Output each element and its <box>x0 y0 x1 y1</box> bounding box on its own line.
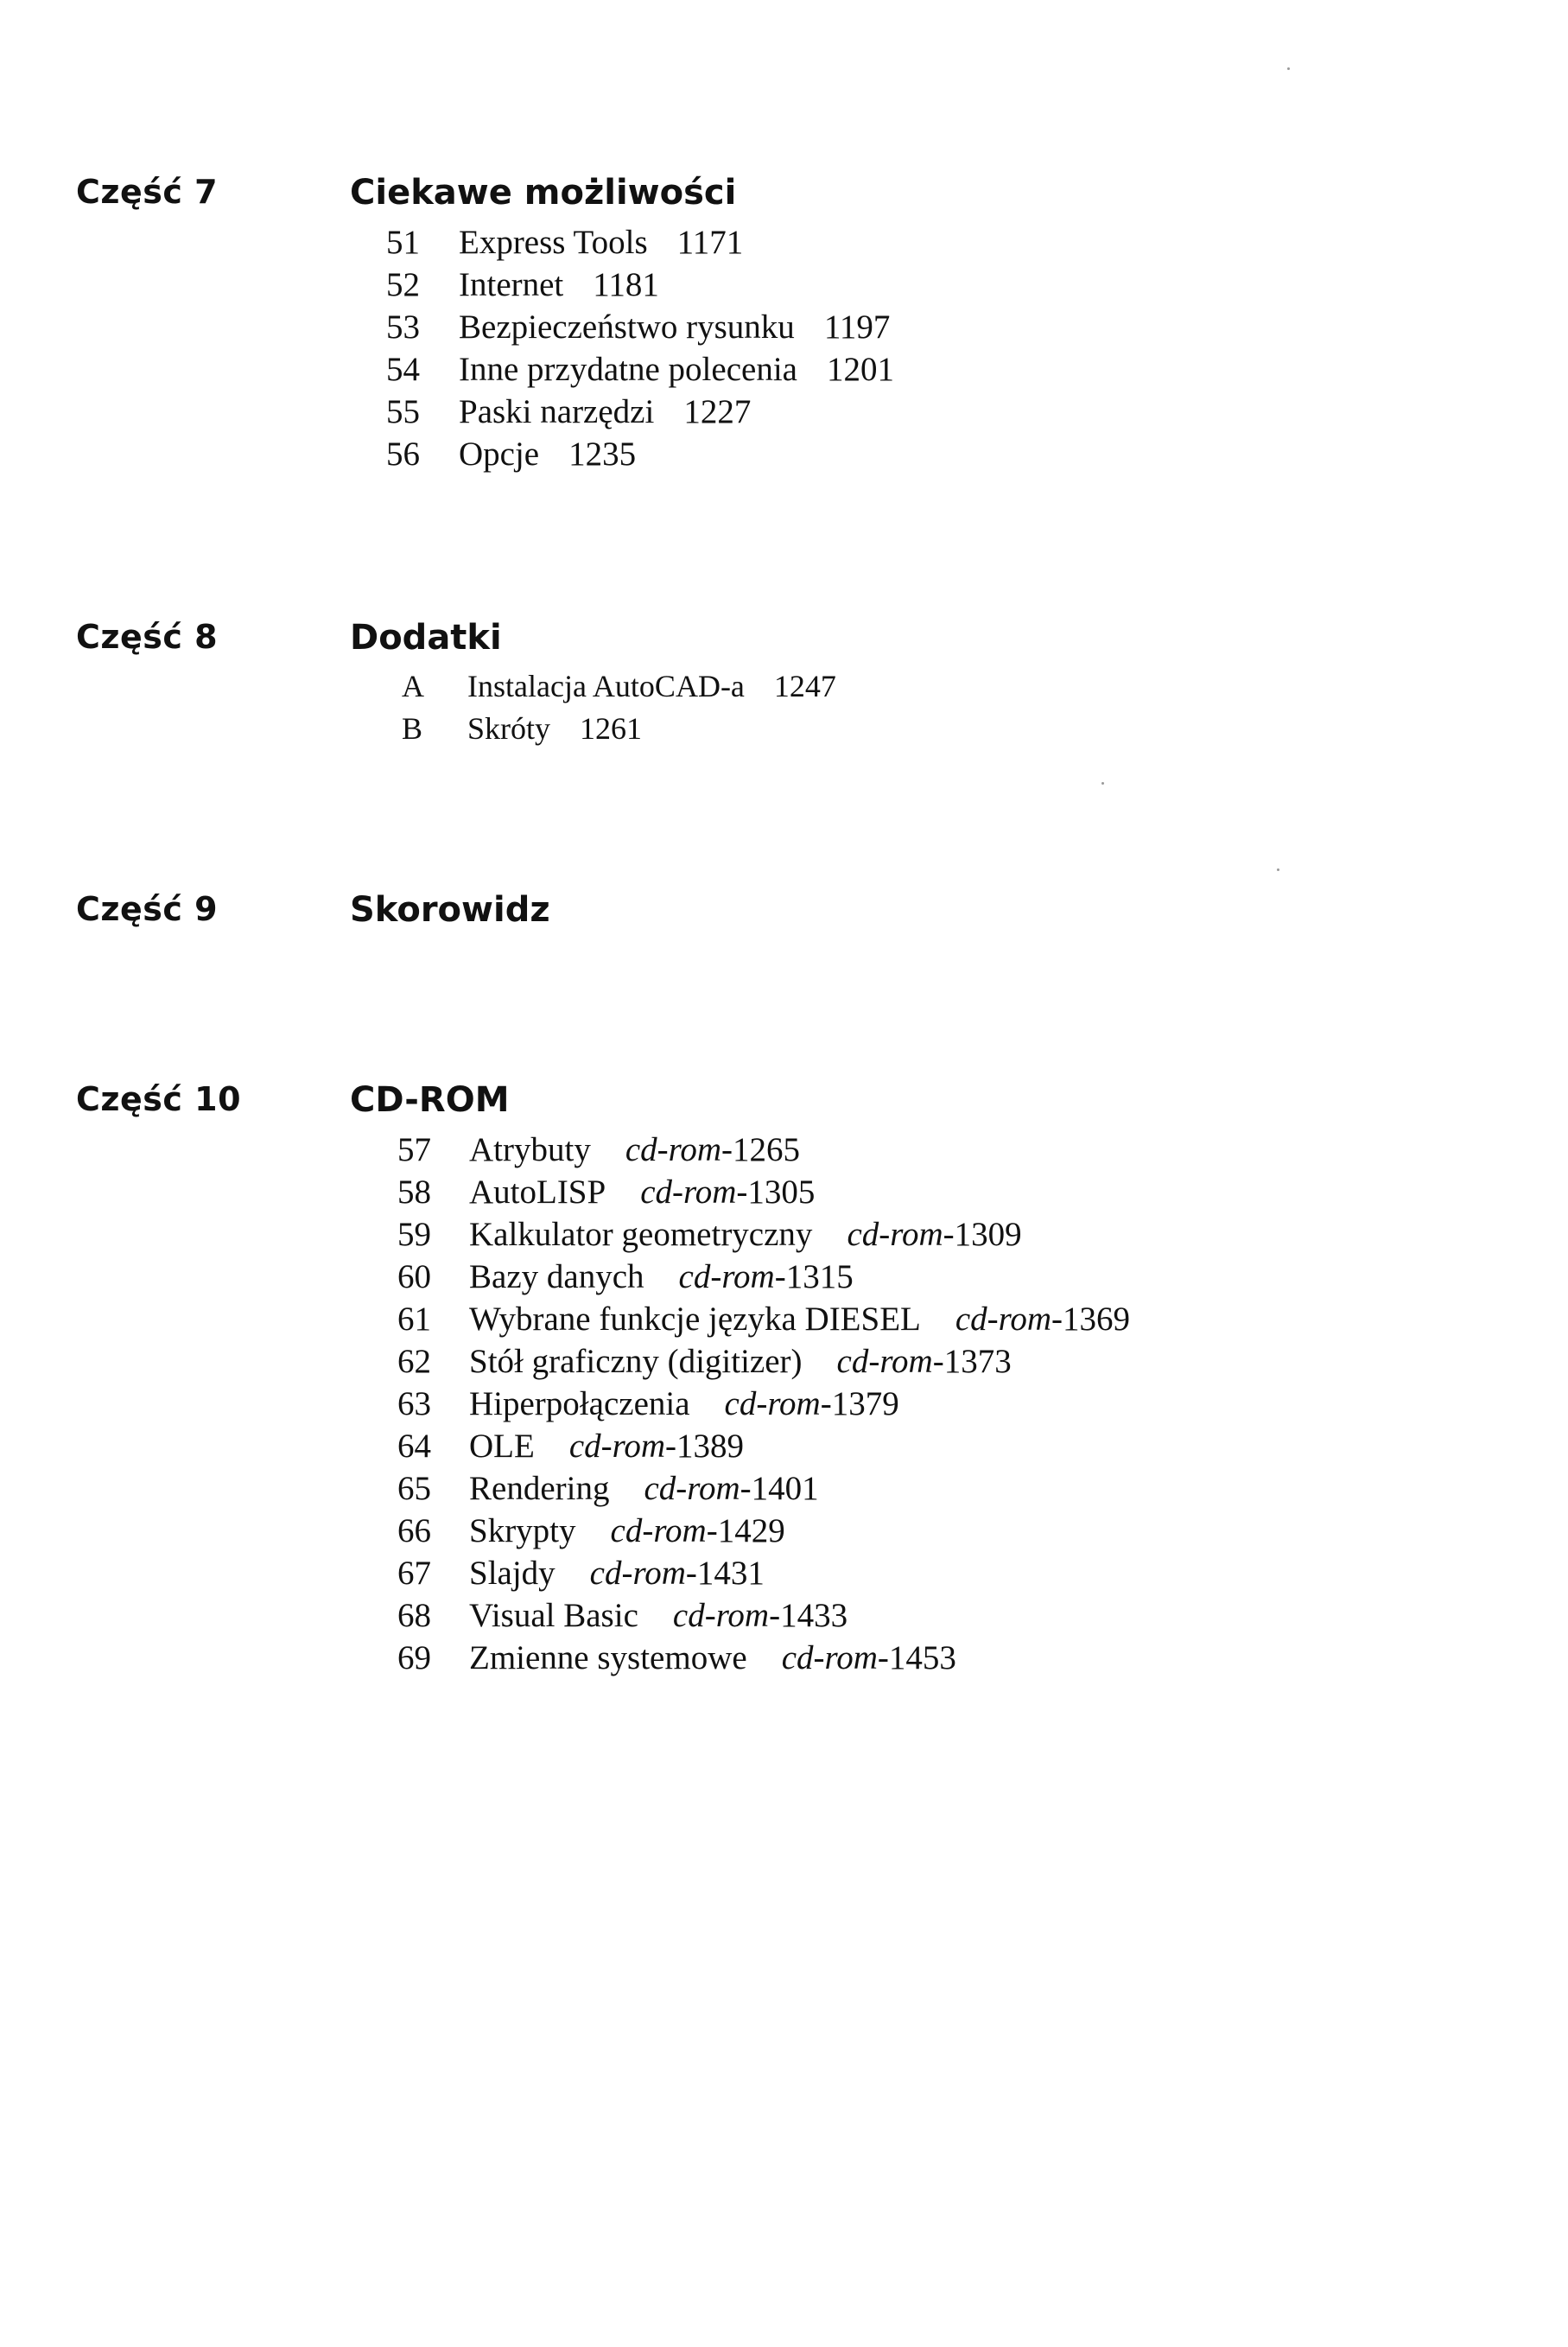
chapter-page: 1373 <box>943 1343 1012 1380</box>
chapter-page: 1453 <box>888 1639 956 1676</box>
chapter-title: OLE <box>469 1428 535 1465</box>
chapter-title: Zmienne systemowe <box>469 1639 747 1676</box>
chapter-number: 65 <box>397 1470 431 1507</box>
part-title: CD-ROM <box>350 1080 510 1120</box>
chapter-number: 53 <box>386 308 420 346</box>
chapter-title: Visual Basic <box>469 1597 638 1634</box>
cd-rom-prefix: cd-rom- <box>724 1385 832 1422</box>
appendix-title: Instalacja AutoCAD-a <box>467 669 745 703</box>
chapter-title: Atrybuty <box>469 1131 591 1168</box>
cd-rom-prefix: cd-rom- <box>678 1258 786 1295</box>
chapter-page: 1265 <box>733 1131 801 1168</box>
chapter-title: Kalkulator geometryczny <box>469 1216 813 1253</box>
cd-rom-prefix: cd-rom- <box>955 1301 1063 1338</box>
cd-rom-prefix: cd-rom- <box>847 1216 955 1253</box>
chapter-number: 61 <box>397 1301 431 1338</box>
scan-speck <box>1287 67 1290 70</box>
scan-speck <box>1101 782 1104 785</box>
cd-rom-prefix: cd-rom- <box>625 1131 733 1168</box>
appendix-letter: B <box>402 711 423 746</box>
chapter-title: Paski narzędzi <box>459 393 655 430</box>
part-label: Część 7 <box>76 173 219 211</box>
chapter-number: 52 <box>386 266 420 303</box>
chapter-page: 1379 <box>831 1385 899 1422</box>
chapter-number: 67 <box>397 1555 431 1592</box>
chapter-page: 1401 <box>751 1470 819 1507</box>
cd-rom-prefix: cd-rom- <box>589 1555 697 1592</box>
part-title: Skorowidz <box>350 890 550 930</box>
part-title: Dodatki <box>350 618 502 658</box>
chapter-title: Skrypty <box>469 1512 576 1549</box>
chapter-title: Wybrane funkcje języka DIESEL <box>469 1301 921 1338</box>
cd-rom-prefix: cd-rom- <box>640 1174 748 1211</box>
chapter-page: 1305 <box>747 1174 816 1211</box>
appendix-page: 1247 <box>773 669 836 703</box>
scan-speck <box>1277 868 1279 871</box>
chapter-page: 1171 <box>676 224 744 261</box>
chapter-page: 1309 <box>954 1216 1022 1253</box>
chapter-page: 1369 <box>1063 1301 1131 1338</box>
part-label: Część 9 <box>76 890 219 928</box>
part-label: Część 10 <box>76 1080 242 1118</box>
chapter-number: 63 <box>397 1385 431 1422</box>
chapter-page: 1431 <box>696 1555 765 1592</box>
chapter-title: Inne przydatne polecenia <box>459 351 797 388</box>
cd-rom-prefix: cd-rom- <box>568 1428 676 1465</box>
chapter-title: Internet <box>459 266 564 303</box>
appendix-title: Skróty <box>467 711 551 746</box>
chapter-number: 59 <box>397 1216 431 1253</box>
chapter-title: Opcje <box>459 436 540 473</box>
cd-rom-prefix: cd-rom- <box>781 1639 889 1676</box>
chapter-number: 54 <box>386 351 420 388</box>
chapter-number: 62 <box>397 1343 431 1380</box>
chapter-number: 51 <box>386 224 420 261</box>
chapter-page: 1181 <box>593 266 659 303</box>
chapter-page: 1429 <box>717 1512 785 1549</box>
chapter-page: 1227 <box>683 393 752 430</box>
chapter-title: Slajdy <box>469 1555 555 1592</box>
chapter-page: 1197 <box>823 308 891 346</box>
chapter-number: 69 <box>397 1639 431 1676</box>
cd-rom-prefix: cd-rom- <box>836 1343 944 1380</box>
chapter-number: 56 <box>386 436 420 473</box>
cd-rom-prefix: cd-rom- <box>672 1597 781 1634</box>
cd-rom-prefix: cd-rom- <box>644 1470 752 1507</box>
chapter-title: AutoLISP <box>469 1174 606 1211</box>
chapter-title: Bezpieczeństwo rysunku <box>459 308 795 346</box>
appendix-letter: A <box>402 669 424 703</box>
chapter-title: Stół graficzny (digitizer) <box>469 1343 803 1380</box>
chapter-number: 66 <box>397 1512 431 1549</box>
chapter-title: Rendering <box>469 1470 610 1507</box>
cd-rom-prefix: cd-rom- <box>610 1512 718 1549</box>
chapter-page: 1433 <box>780 1597 848 1634</box>
chapter-number: 57 <box>397 1131 431 1168</box>
chapter-page: 1315 <box>785 1258 854 1295</box>
appendix-page: 1261 <box>580 711 643 746</box>
chapter-title: Hiperpołączenia <box>469 1385 690 1422</box>
chapter-number: 64 <box>397 1428 431 1465</box>
chapter-number: 55 <box>386 393 420 430</box>
chapter-number: 68 <box>397 1597 431 1634</box>
chapter-title: Express Tools <box>459 224 648 261</box>
chapter-page: 1235 <box>568 436 637 473</box>
chapter-title: Bazy danych <box>469 1258 644 1295</box>
chapter-page: 1201 <box>826 351 894 388</box>
part-label: Część 8 <box>76 618 219 656</box>
chapter-number: 60 <box>397 1258 431 1295</box>
part-title: Ciekawe możliwości <box>350 173 737 213</box>
chapter-page: 1389 <box>676 1428 744 1465</box>
chapter-number: 58 <box>397 1174 431 1211</box>
